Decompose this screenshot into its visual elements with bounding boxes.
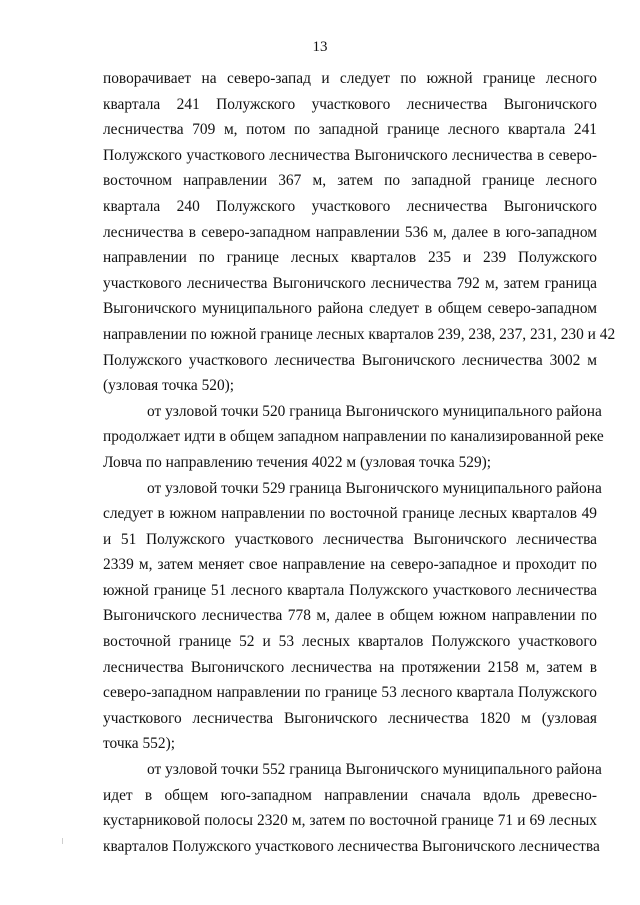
text-line: Полужского участкового лесничества Выгоничского лесничества в северо- (103, 146, 597, 164)
text-line: Ловча по направлению течения 4022 м (узловая точка 529); (103, 453, 492, 471)
text-line: квартала 241 Полужского участкового лесничества Выгоничского (103, 95, 597, 113)
text-line: лесничества Выгоничского лесничества на протяжении 2158 м, затем в (103, 658, 597, 676)
paragraph-first-line: от узловой точки 520 граница Выгоничского муниципального района (147, 402, 602, 420)
text-line: (узловая точка 520); (103, 377, 235, 395)
body-text (103, 66, 616, 859)
text-line: лесничества в северо-западном направлении 536 м, далее в юго-западном (103, 223, 597, 241)
text-line: Выгоничского лесничества 778 м, далее в общем южном направлении по (103, 607, 597, 625)
page-number: 13 (312, 39, 328, 55)
text-line: южной границе 51 лесного квартала Полужского участкового лесничества (103, 581, 597, 599)
text-line: следует в южном направлении по восточной границе лесных кварталов 49 (103, 505, 597, 523)
text-line: участкового лесничества Выгоничского лесничества 1820 м (узловая (103, 709, 597, 727)
text-line: восточной границе 52 и 53 лесных кварталов Полужского участкового (103, 633, 597, 651)
text-line: идет в общем юго-западном направлении сначала вдоль древесно- (103, 786, 597, 804)
text-line: квартала 240 Полужского участкового лесничества Выгоничского (103, 197, 597, 215)
text-line: точка 552); (103, 735, 175, 753)
text-line: кварталов Полужского участкового лесничества Выгоничского лесничества (103, 837, 600, 855)
text-line: северо-западном направлении по границе 53 лесного квартала Полужского (103, 684, 597, 702)
text-line: 2339 м, затем меняет свое направление на северо-западное и проходит по (103, 556, 597, 574)
text-line: участкового лесничества Выгоничского лесничества 792 м, затем граница (103, 274, 597, 292)
paragraph-first-line: от узловой точки 529 граница Выгоничского муниципального района (147, 479, 602, 497)
paragraph-first-line: от узловой точки 552 граница Выгоничского муниципального района (147, 761, 602, 779)
text-line: и 51 Полужского участкового лесничества Выгоничского лесничества (103, 530, 597, 548)
text-line: продолжает идти в общем западном направлении по канализированной реке (103, 428, 604, 446)
text-line: восточном направлении 367 м, затем по западной границе лесного (103, 172, 597, 190)
scan-margin-mark (62, 838, 63, 844)
text-line: кустарниковой полосы 2320 м, затем по восточной границе 71 и 69 лесных (103, 812, 597, 830)
text-line: поворачивает на северо-запад и следует по южной границе лесного (103, 70, 597, 87)
text-line: Полужского участкового лесничества Выгоничского лесничества 3002 м (103, 351, 597, 369)
text-line: направлении по границе лесных кварталов 235 и 239 Полужского (103, 249, 597, 267)
text-line: лесничества 709 м, потом по западной границе лесного квартала 241 (103, 121, 597, 139)
text-line: направлении по южной границе лесных кварталов 239, 238, 237, 231, 230 и 42 (103, 325, 616, 343)
text-line: Выгоничского муниципального района следует в общем северо-западном (103, 300, 597, 318)
